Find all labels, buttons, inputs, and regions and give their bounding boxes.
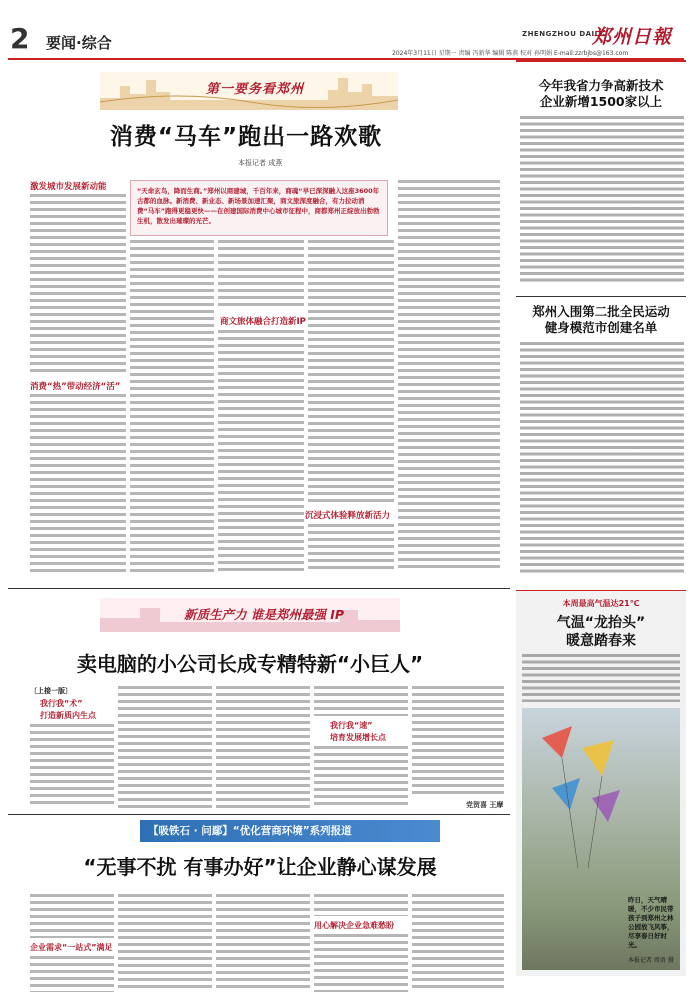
- feature2-column-1: [30, 724, 114, 808]
- feature3-column-2: [118, 894, 212, 992]
- lead-subhead-1: 激发城市发展新动能: [30, 182, 107, 192]
- lead-pullquote: “天命玄鸟，降而生商。”郑州以商建城，千百年来，商魂“早已深深融入这座3600年古都的血脉。新消费、新业态、新场景加速汇聚，商文旅深度融合，有力拉动消费“马车”跑得更稳更快——在创建国际消费中心城市征程中，商都郑州正绽放出勃勃生机，散发出璀璨的光芒。: [130, 180, 388, 236]
- feature3-column-1b: [30, 956, 114, 992]
- weather-body: [522, 654, 680, 702]
- feature2-column-5: [412, 686, 504, 798]
- photo-caption: 昨日，天气晴暖，不少市民带孩子到郑州之林公园放飞风筝，尽享春日好时光。: [628, 896, 674, 949]
- photo-credit: 本报记者 周甬 摄: [628, 957, 674, 964]
- right-top-rule: [516, 60, 686, 62]
- lead-byline: 本报记者 成燕: [238, 159, 283, 167]
- lead-column-1b: [30, 394, 126, 572]
- lead-subhead-2: 消费“热”带动经济“活”: [30, 382, 121, 392]
- newspaper-logo: 郑州日報: [592, 26, 673, 48]
- lead-column-3b: [218, 330, 304, 572]
- story2-title-line1: 郑州入围第二批全民运动: [532, 304, 670, 319]
- story1-title-line2: 企业新增1500家以上: [539, 94, 663, 109]
- story2-title-line2: 健身模范市创建名单: [544, 320, 658, 335]
- right-divider-1: [516, 296, 686, 297]
- date-line: 2024年3月11日 星期一 责编 冯新华 编辑 陈燕 校对 孙明娟 E-mail:zzrbjbs@163.com: [392, 50, 629, 57]
- lead-column-4a: [308, 240, 394, 504]
- feature3-headline: “无事不扰 有事办好”让企业静心谋发展: [83, 855, 437, 879]
- feature3-top-rule: [8, 814, 510, 815]
- feature3-column-1a: [30, 894, 114, 938]
- feature3-column-5: [412, 894, 504, 992]
- feature2-subhead-3: 我行我“速”: [330, 721, 373, 730]
- feature2-column-4b: [314, 746, 408, 808]
- lead-column-5: [398, 180, 500, 572]
- feature2-byline: 党贺喜 王摩: [466, 801, 504, 809]
- weather-kicker: 本周最高气温达21℃: [562, 599, 640, 608]
- weather-title-line1: 气温“龙抬头”: [556, 615, 646, 631]
- feature3-column-4b: [314, 934, 408, 992]
- feature2-continued-label: 〔上接一版〕: [30, 687, 72, 695]
- feature2-subhead-1: 我行我“术”: [40, 699, 83, 708]
- lead-subhead-4: 沉浸式体验释放新活力: [305, 511, 391, 521]
- story2-body: [520, 342, 684, 574]
- page-number: 2: [10, 22, 30, 55]
- lead-headline: 消费“马车”跑出一路欢歌: [109, 124, 383, 150]
- feature2-column-3: [216, 686, 310, 808]
- lead-column-4b: [308, 524, 394, 572]
- feature2-banner-title: 新质生产力 谁是郑州最强 IP: [183, 607, 345, 622]
- lead-banner-title: 第一要务看郑州: [205, 82, 304, 97]
- feature3-banner-title: 【吸铁石 · 问鄢】“优化营商环境”系列报道: [148, 825, 352, 837]
- lead-column-2: [130, 240, 214, 572]
- paper-english-name: ZHENGZHOU DAILY: [522, 30, 605, 38]
- section-title: 要闻·综合: [46, 34, 112, 52]
- feature3-subhead-2: 用心解决企业急难愁盼: [314, 921, 394, 930]
- feature2-subhead-4: 培育发展增长点: [330, 733, 386, 742]
- kite-photo: [522, 708, 680, 970]
- feature2-column-2: [118, 686, 212, 808]
- feature2-top-rule: [8, 588, 510, 589]
- kites-illustration: [532, 718, 624, 868]
- feature2-column-4a: [314, 686, 408, 716]
- weather-title-line2: 暖意踏春来: [566, 633, 636, 649]
- feature2-headline: 卖电脑的小公司长成专精特新“小巨人”: [76, 652, 424, 676]
- story1-title-line1: 今年我省力争高新技术: [538, 78, 664, 93]
- feature3-column-4a: [314, 894, 408, 916]
- lead-subhead-3: 商文旅体融合打造新IP: [220, 317, 306, 327]
- lead-column-1a: [30, 194, 126, 372]
- feature2-subhead-2: 打造新质内生点: [40, 711, 96, 720]
- story1-body: [520, 116, 684, 284]
- lead-column-3a: [218, 240, 304, 310]
- feature3-subhead-1: 企业需求“一站式”满足: [30, 943, 113, 952]
- feature3-column-3: [216, 894, 310, 992]
